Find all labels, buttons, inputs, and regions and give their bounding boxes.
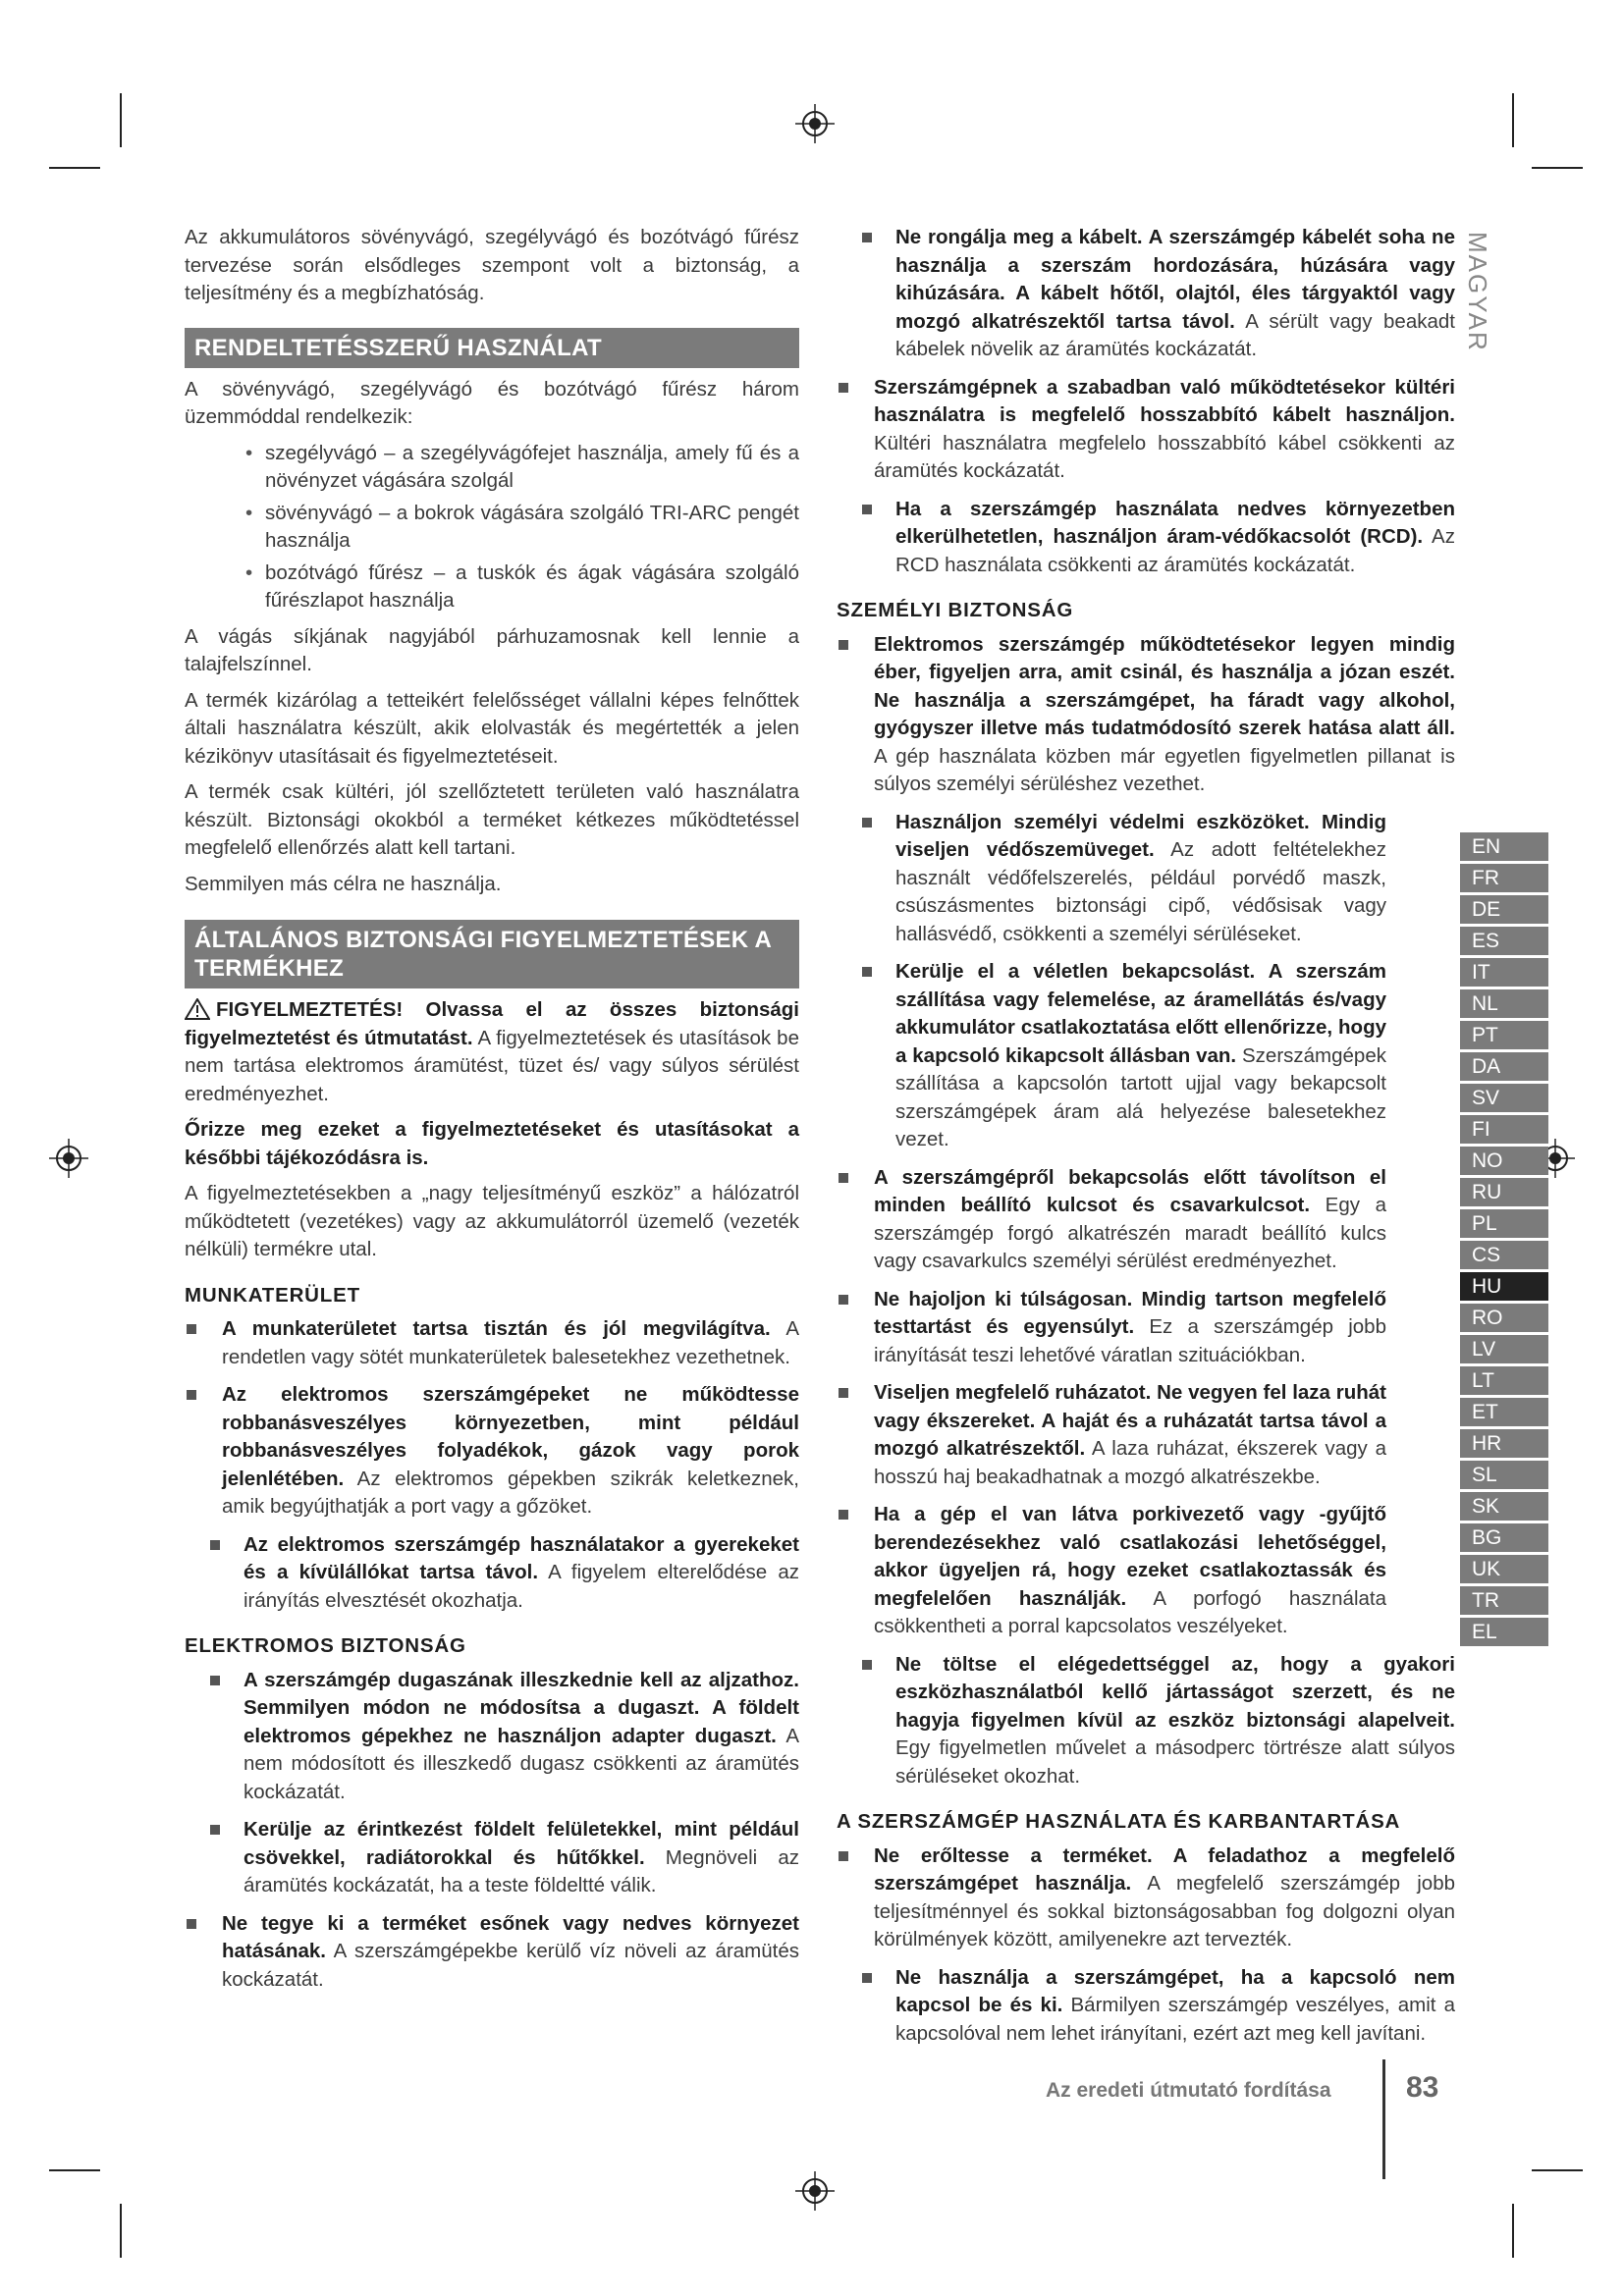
crop-mark (1512, 2204, 1514, 2258)
list-item: • sövényvágó – a bokrok vágására szolgáló TRI-ARC pengét használja (185, 500, 799, 556)
paragraph: A vágás síkjának nagyjából párhuzamosnak kell lennie a talajfelszínnel. (185, 624, 799, 675)
list-item: • szegélyvágó – a szegélyvágófejet használja, amely fű és a növényzet vágására szolgál (185, 440, 799, 496)
bullet-item: Az elektromos szerszámgép használatakor a gyerekeket és a kívülállókat tartsa távol. A figyelem elterelődése az irányítás elvesztését okozhatja. (208, 1531, 799, 1616)
crop-mark (1532, 2169, 1583, 2171)
crop-mark (49, 2169, 100, 2171)
language-tab-it[interactable]: IT (1460, 958, 1548, 987)
registration-mark-icon (795, 2171, 835, 2211)
language-tab-cs[interactable]: CS (1460, 1241, 1548, 1269)
language-tab-sv[interactable]: SV (1460, 1084, 1548, 1112)
bullet-item: Ne erőltesse a terméket. A feladathoz a megfelelő szerszámgépet használja. A megfelelő szerszámgép jobb teljesítménnyel és sokkal biztonságosabban fog dolgozni olyan körülmények között, amilyenekre azt tervezték. (837, 1842, 1455, 1954)
intro-paragraph: Az akkumulátoros sövényvágó, szegélyvágó és bozótvágó fűrész tervezése során elsődleges szempont volt a biztonság, a teljesítmény és a megbízhatóság. (185, 226, 799, 304)
language-tab-et[interactable]: ET (1460, 1398, 1548, 1426)
language-tab-de[interactable]: DE (1460, 895, 1548, 924)
bullet-item: Ne rongálja meg a kábelt. A szerszámgép kábelét soha ne használja a szerszám hordozására, húzására vagy kihúzására. A kábelt hőtől, olajtól, éles tárgyaktól vagy mozgó alkatrészektől tartsa távol. A sérült vagy beakadt kábelek növelik az áramütés kockázatát. (860, 224, 1455, 364)
warning-bold: FIGYELMEZTETÉS! Olvassa el az összes biztonsági figyelmeztetést és útmutatást. (185, 998, 799, 1049)
language-tab-hu[interactable]: HU (1460, 1272, 1548, 1301)
language-tab-en[interactable]: EN (1460, 832, 1548, 861)
bullet-item: Ne használja a szerszámgépet, ha a kapcsoló nem kapcsol be és ki. Bármilyen szerszámgép veszélyes, amit a kapcsolóval nem lehet irányítani, ezért azt meg kell javítani. (860, 1964, 1455, 2049)
language-tab-pl[interactable]: PL (1460, 1209, 1548, 1238)
section-heading-intended-use: RENDELTETÉSSZERŰ HASZNÁLAT (185, 328, 799, 368)
subheading-electrical-safety: ELEKTROMOS BIZTONSÁG (185, 1634, 466, 1657)
language-tab-lv[interactable]: LV (1460, 1335, 1548, 1363)
language-tab-fi[interactable]: FI (1460, 1115, 1548, 1144)
language-tab-sl[interactable]: SL (1460, 1461, 1548, 1489)
list-item: • bozótvágó fűrész – a tuskók és ágak vágására szolgáló fűrészlapot használja (185, 560, 799, 615)
footer-text: Az eredeti útmutató fordítása (1046, 2079, 1331, 2102)
bullet-item: Ha a gép el van látva porkivezető vagy -gyűjtő berendezésekhez való csatlakozási lehetőséggel, akkor ügyeljen rá, hogy ezeket csatlakoztassák és megfelelően használják. A porfogó használata csökkentheti a porral kapcsolatos veszélyeket. (837, 1501, 1455, 1641)
crop-mark (120, 93, 122, 147)
language-tab-nl[interactable]: NL (1460, 989, 1548, 1018)
bullet-item: Kerülje az érintkezést földelt felületekkel, mint például csövekkel, radiátorokkal és hűtőkkel. Megnöveli az áramütés kockázatát, ha a teste földeltté válik. (208, 1816, 799, 1900)
bullet-item: Ha a szerszámgép használata nedves környezetben elkerülhetetlen, használjon áram-védőkacsolót (RCD). Az RCD használata csökkenti az áramütés kockázatát. (860, 496, 1455, 580)
section-heading-general-safety: ÁLTALÁNOS BIZTONSÁGI FIGYELMEZTETÉSEK A TERMÉKHEZ (185, 920, 799, 988)
bullet-item: Ne töltse el elégedettséggel az, hogy a gyakori eszközhasználatból kellő jártasságot szerzett, és ne hagyja figyelmen kívül az eszköz biztonsági alapelveit. Egy figyelmetlen művelet a másodperc törtrésze alatt súlyos sérüléseket okozhat. (860, 1651, 1455, 1791)
language-tab-tr[interactable]: TR (1460, 1586, 1548, 1615)
language-tab-da[interactable]: DA (1460, 1052, 1548, 1081)
bullet-item: A szerszámgép dugaszának illeszkednie kell az aljzathoz. Semmilyen módon ne módosítsa a dugaszt. A földelt elektromos gépekhez ne használjon adapter dugaszt. A nem módosított és illeszkedő dugasz csökkenti az áramütés kockázatát. (208, 1667, 799, 1807)
keep-instructions: Őrizze meg ezeket a figyelmeztetéseket és utasításokat a későbbi tájékozódásra is. (185, 1118, 799, 1169)
paragraph: A termék kizárólag a tetteikért felelősséget vállalni képes felnőttek általi használatra készült, akik elolvasták és megértették a jelen kézikönyv utasításait és figyelmeztetéseit. (185, 688, 799, 768)
subheading-personal-safety: SZEMÉLYI BIZTONSÁG (837, 599, 1074, 621)
language-tab-el[interactable]: EL (1460, 1618, 1548, 1646)
registration-mark-icon (795, 104, 835, 143)
bullet-item: Használjon személyi védelmi eszközöket. Mindig viseljen védőszemüveget. Az adott feltételekhez használt védőfelszerelés, például porvédő maszk, csúszásmentes biztonsági cipő, védősisak vagy hallásvédő, csökkenti a személyi sérüléseket. (860, 809, 1455, 949)
subheading-tool-use: A SZERSZÁMGÉP HASZNÁLATA ÉS KARBANTARTÁSA (837, 1810, 1401, 1833)
bullet-item: Viseljen megfelelő ruházatot. Ne vegyen fel laza ruhát vagy ékszereket. A haját és a ruházatát tartsa távol a mozgó alkatrészektől. A laza ruházat, ékszerek vagy a hosszú haj beakadhatnak a mozgó alkatrészekbe. (837, 1379, 1455, 1491)
crop-mark (1532, 167, 1583, 169)
bullet-item: A szerszámgépről bekapcsolás előtt távolítson el minden beállító kulcsot és csavarkulcsot. Egy a szerszámgép forgó alkatrészén maradt beállító kulcs vagy csavarkulcs személyi sérülést eredményezhet. (837, 1164, 1455, 1276)
bullet-item: Elektromos szerszámgép működtetésekor legyen mindig éber, figyeljen arra, amit csinál, és használja a józan eszét. Ne használja a szerszámgépet, ha fáradt vagy alkohol, gyógyszer illetve más tudatmódosító szerek hatása alatt áll. A gép használata közben már egyetlen figyelmetlen pillanat is súlyos személyi sérüléshez vezethet. (837, 631, 1455, 799)
bullet-item: A munkaterületet tartsa tisztán és jól megvilágítva. A rendetlen vagy sötét munkaterületek balesetekhez vezethetnek. (185, 1315, 799, 1371)
bullet-item: Szerszámgépnek a szabadban való működtetésekor kültéri használatra is megfelelő hosszabbító kábelt használjon. Kültéri használatra megfelelo hosszabbító kábel csökkenti az áramütés kockázatát. (837, 374, 1455, 486)
language-tab-bg[interactable]: BG (1460, 1523, 1548, 1552)
registration-mark-icon (49, 1139, 88, 1178)
language-tab-ru[interactable]: RU (1460, 1178, 1548, 1206)
language-tab-ro[interactable]: RO (1460, 1304, 1548, 1332)
language-tab-es[interactable]: ES (1460, 927, 1548, 955)
crop-mark (120, 2204, 122, 2258)
mode-list (185, 440, 799, 615)
paragraph: Semmilyen más célra ne használja. (185, 872, 502, 895)
paragraph: A figyelmeztetésekben a „nagy teljesítményű eszköz” a hálózatról működtetett (vezetékes) vagy az akkumulátorról üzemelő (vezeték nélküli) termékre utal. (185, 1182, 799, 1260)
bullet-item: Ne tegye ki a terméket esőnek vagy nedves környezet hatásának. A szerszámgépekbe kerülő víz növeli az áramütés kockázatát. (185, 1910, 799, 1995)
language-tab-fr[interactable]: FR (1460, 864, 1548, 892)
left-column (185, 224, 799, 2003)
warning-text: A figyelmeztetések és utasítások be nem tartása elektromos áramütést, tüzet és/ vagy súlyos sérülést eredményezhet. (185, 1026, 799, 1105)
svg-text:MAGYAR: MAGYAR (1463, 232, 1492, 352)
language-tab-hr[interactable]: HR (1460, 1429, 1548, 1458)
paragraph: A sövényvágó, szegélyvágó és bozótvágó fűrész három üzemmóddal rendelkezik: (185, 377, 799, 428)
language-side-title (1461, 226, 1494, 363)
warning-triangle-icon (185, 998, 210, 1020)
footer-divider (1382, 2059, 1385, 2179)
crop-mark (1512, 93, 1514, 147)
right-column (837, 224, 1455, 2057)
language-tab-list (1460, 832, 1548, 1649)
language-tab-sk[interactable]: SK (1460, 1492, 1548, 1521)
warning-paragraph (185, 996, 799, 1108)
language-tab-pt[interactable]: PT (1460, 1021, 1548, 1049)
page-number: 83 (1406, 2071, 1439, 2104)
crop-mark (49, 167, 100, 169)
bullet-item: Kerülje el a véletlen bekapcsolást. A szerszám szállítása vagy felemelése, az áramellátás és/vagy akkumulátor csatlakoztatása előtt ellenőrizze, hogy a kapcsoló kikapcsolt állásban van. Szerszámgépek szállítása a kapcsolón tartott ujjal vagy bekapcsolt szerszámgépek áram alá helyezése balesetekhez vezet. (860, 958, 1455, 1154)
bullet-item: Az elektromos szerszámgépeket ne működtesse robbanásveszélyes környezetben, mint például robbanásveszélyes folyadékok, gázok vagy porok jelenlétében. Az elektromos gépekben szikrák keletkeznek, amik begyújthatják a port vagy a gőzöket. (185, 1381, 799, 1522)
paragraph: A termék csak kültéri, jól szellőztetett területen való használatra készült. Biztonsági okokból a terméket kétkezes működtetéssel megfelelő ellenőrzés alatt kell tartani. (185, 780, 799, 859)
language-tab-no[interactable]: NO (1460, 1147, 1548, 1175)
subheading-work-area: MUNKATERÜLET (185, 1283, 360, 1307)
bullet-item: Ne hajoljon ki túlságosan. Mindig tartson megfelelő testtartást és egyensúlyt. Ez a szerszámgép jobb irányítását teszi lehetővé váratlan szituációkban. (837, 1286, 1455, 1370)
language-tab-uk[interactable]: UK (1460, 1555, 1548, 1583)
language-tab-lt[interactable]: LT (1460, 1366, 1548, 1395)
